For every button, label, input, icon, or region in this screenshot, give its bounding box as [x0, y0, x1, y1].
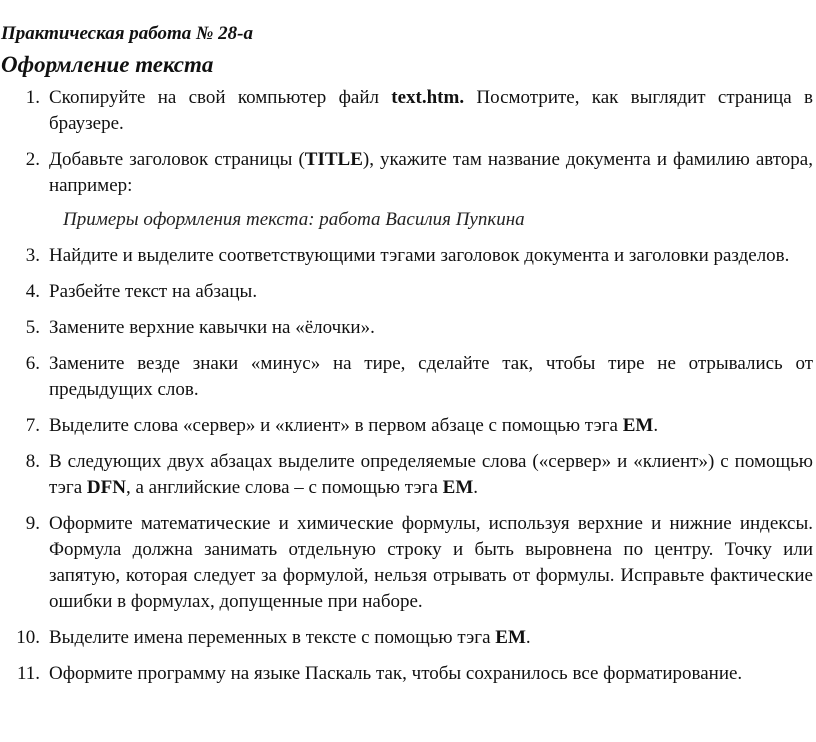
list-item-text: Добавьте заголовок страницы (	[49, 149, 305, 170]
list-item-text: Замените везде знаки «минус» на тире, сделайте так, чтобы тире не отрывались от предыдущих слов.	[49, 353, 813, 400]
list-item-number: 6.	[25, 353, 40, 374]
list-item-number: 4.	[25, 281, 40, 302]
list-item-text: Скопируйте на свой компьютер файл	[49, 87, 392, 108]
list-item-text: ), укажите там название документа и фамилию автора, например:	[49, 149, 813, 196]
page-title: Оформление текста	[1, 52, 214, 77]
list-item-number: 11.	[16, 663, 40, 684]
list-item	[0, 511, 816, 615]
list-item-number: 2.	[25, 149, 40, 170]
practical-work-label: Практическая работа № 28-а	[1, 23, 254, 44]
list-item-number: 7.	[25, 415, 40, 436]
list-item-text: .	[525, 627, 531, 648]
task-list	[0, 85, 816, 697]
bold-term: EM	[442, 477, 474, 498]
list-item-text: Выделите имена переменных в тексте с помощью тэга	[49, 627, 496, 648]
list-item	[0, 449, 816, 501]
list-item-text: Найдите и выделите соответствующими тэгами заголовок документа и заголовки разделов.	[49, 245, 790, 266]
list-item-text: В следующих двух абзацах выделите определяемые слова («сервер» и «клиент») с помощью тэга	[49, 451, 813, 498]
bold-term: EM	[622, 415, 654, 436]
list-item	[0, 315, 816, 341]
list-item	[0, 85, 816, 137]
list-item-text: , а английские слова – с помощью тэга	[125, 477, 443, 498]
list-item-text: Выделите слова «сервер» и «клиент» в первом абзаце с помощью тэга	[49, 415, 623, 436]
list-item-text: Разбейте текст на абзацы.	[49, 281, 258, 302]
list-item-text: .	[653, 415, 659, 436]
bold-term: DFN	[86, 477, 126, 498]
list-item	[0, 413, 816, 439]
list-item	[0, 661, 816, 687]
list-item	[0, 279, 816, 305]
list-item-number: 5.	[25, 317, 40, 338]
list-item-number: 3.	[25, 245, 40, 266]
list-item-number: 8.	[25, 451, 40, 472]
list-item	[0, 351, 816, 403]
list-item-text: Оформите математические и химические формулы, используя верхние и нижние индексы. Формула должна занимать отдельную строку и быть выровнена по центру. Точку или запятую, которая следует за формулой, нельзя отрывать от формулы. Исправьте фактические ошибки в формулах, допущенные при наборе.	[49, 513, 813, 612]
list-item	[0, 625, 816, 651]
bold-term: TITLE	[304, 149, 363, 170]
list-item-text: .	[473, 477, 479, 498]
list-item-number: 10.	[16, 627, 40, 648]
list-item-number: 9.	[25, 513, 40, 534]
list-item-text: Посмотрите, как выглядит страница в браузере.	[49, 87, 813, 134]
bold-term: text.htm.	[391, 87, 465, 108]
list-item	[0, 147, 816, 199]
list-item-text: Замените верхние кавычки на «ёлочки».	[49, 317, 375, 338]
list-item	[0, 243, 816, 269]
bold-term: EM	[495, 627, 526, 648]
example-text: Примеры оформления текста: работа Василия Пупкина	[63, 209, 525, 230]
list-item-number: 1.	[25, 87, 40, 108]
list-item-text: Оформите программу на языке Паскаль так, чтобы сохранилось все форматирование.	[49, 663, 743, 684]
